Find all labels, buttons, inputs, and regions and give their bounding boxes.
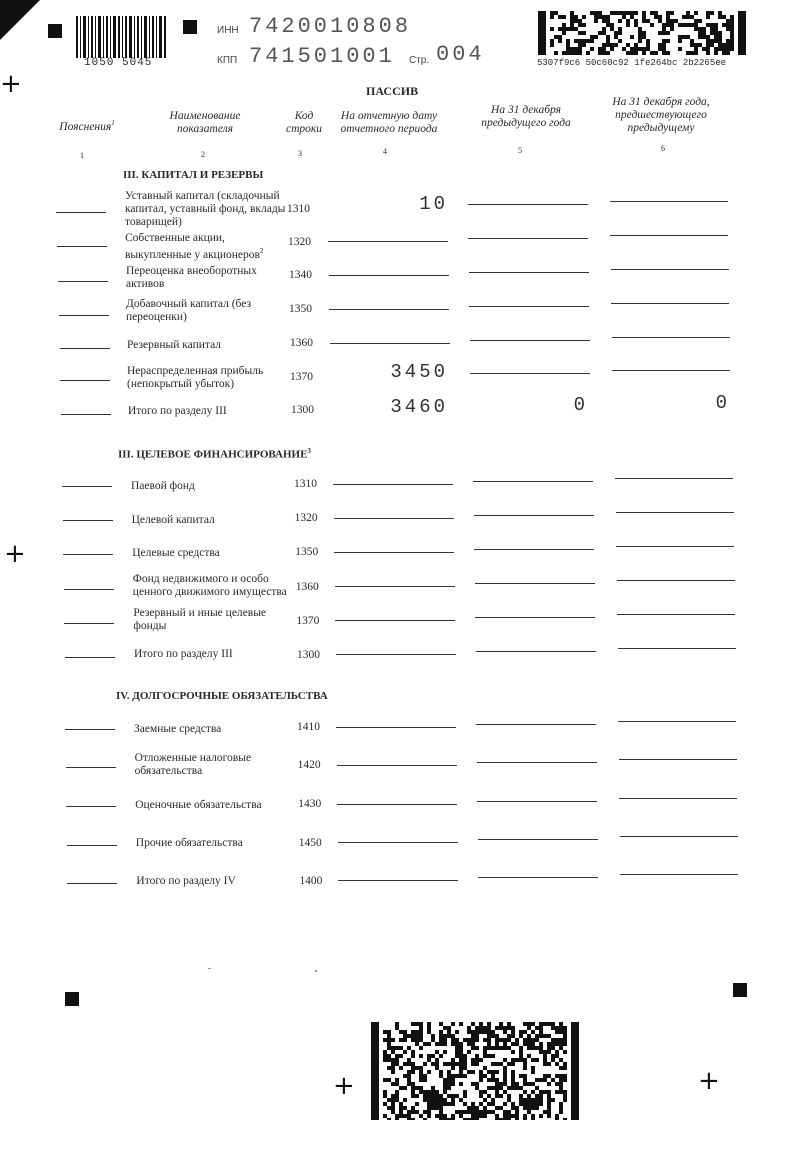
notes-line xyxy=(66,767,116,768)
row-label: Резервный и иные целевые фонды xyxy=(133,607,267,632)
value-current: 10 xyxy=(419,193,448,215)
value-line xyxy=(619,798,737,799)
row-label: Добавочный капитал (без переоценки) xyxy=(126,298,252,323)
value-line xyxy=(468,204,588,205)
value-line xyxy=(336,727,456,728)
crosshair-mark: + xyxy=(4,539,26,569)
row-code: 1350 xyxy=(295,546,319,558)
value-line xyxy=(619,759,737,760)
barcode-number: 1050 5045 xyxy=(84,57,153,69)
value-line xyxy=(328,241,448,242)
notes-line xyxy=(59,315,109,316)
row-label: Прочие обязательства xyxy=(135,837,243,849)
value-line xyxy=(610,235,728,236)
notes-line xyxy=(65,729,115,730)
crosshair-mark: + xyxy=(698,1066,720,1096)
inn-label: ИНН xyxy=(217,25,239,36)
value-line xyxy=(615,478,733,479)
row-label: Заемные средства xyxy=(134,723,222,735)
section-title: IV. ДОЛГОСРОЧНЫЕ ОБЯЗАТЕЛЬСТВА xyxy=(116,690,328,702)
registration-mark xyxy=(65,992,79,1006)
row-code: 1360 xyxy=(295,581,319,593)
row-code: 1340 xyxy=(289,269,312,281)
row-code: 1420 xyxy=(297,759,321,771)
value-line xyxy=(610,201,728,202)
value-line xyxy=(620,874,738,875)
value-line xyxy=(473,481,593,482)
value-line xyxy=(334,552,454,553)
value-line xyxy=(620,836,738,837)
value-line xyxy=(337,804,457,805)
value-line xyxy=(612,337,730,338)
value-line xyxy=(469,306,589,307)
column-number: 1 xyxy=(80,151,84,160)
kpp-value: 741501001 xyxy=(249,44,395,69)
value-line xyxy=(476,724,596,725)
linear-barcode xyxy=(76,16,166,58)
inn-value: 7420010808 xyxy=(249,14,412,39)
value-line xyxy=(338,842,458,843)
scan-corner-fold xyxy=(0,0,40,40)
row-label: Отложенные налоговые обязательства xyxy=(134,752,252,777)
page-number: 004 xyxy=(436,42,485,67)
row-code: 1430 xyxy=(298,798,322,810)
scan-speck xyxy=(208,968,211,969)
value-line xyxy=(475,617,595,618)
notes-line xyxy=(67,845,117,846)
value-line xyxy=(477,762,597,763)
row-label: Оценочные обязательства xyxy=(135,799,262,811)
notes-line xyxy=(64,589,114,590)
value-line xyxy=(469,272,589,273)
notes-line xyxy=(60,380,110,381)
notes-line xyxy=(61,414,111,415)
col-header-current: На отчетную дату отчетного периода xyxy=(340,110,438,135)
row-code: 1310 xyxy=(294,478,317,490)
value-line xyxy=(470,340,590,341)
value-line xyxy=(337,765,457,766)
row-label: Итого по разделу III xyxy=(128,405,227,417)
registration-mark xyxy=(733,983,747,997)
value-line xyxy=(618,648,736,649)
value-line xyxy=(474,515,594,516)
value-line xyxy=(334,518,454,519)
registration-mark xyxy=(183,20,197,34)
value-line xyxy=(617,580,735,581)
value-current: 3460 xyxy=(390,396,448,418)
value-line xyxy=(618,721,736,722)
notes-line xyxy=(57,246,107,247)
value-line xyxy=(617,614,735,615)
row-label: Целевой капитал xyxy=(131,514,215,526)
column-number: 6 xyxy=(661,144,665,153)
crosshair-mark: + xyxy=(0,69,22,99)
datamatrix-barcode xyxy=(538,11,746,55)
row-code: 1360 xyxy=(290,337,313,349)
value-line xyxy=(470,373,590,374)
datamatrix-barcode xyxy=(371,1022,579,1120)
value-line xyxy=(330,343,450,344)
scan-speck xyxy=(315,970,317,972)
row-label: Целевые средства xyxy=(132,547,220,559)
row-label: Резервный капитал xyxy=(127,339,222,351)
row-label: Уставный капитал (складочный капитал, уставный фонд, вклады товарищей) xyxy=(125,190,286,228)
crosshair-mark: + xyxy=(333,1071,355,1101)
column-number: 2 xyxy=(201,150,205,159)
notes-line xyxy=(67,883,117,884)
column-number: 3 xyxy=(298,149,302,158)
column-number: 5 xyxy=(518,146,522,155)
value-line xyxy=(611,269,729,270)
page-title: ПАССИВ xyxy=(366,84,419,98)
row-label: Итого по разделу III xyxy=(134,648,233,660)
value-line xyxy=(475,583,595,584)
row-code: 1350 xyxy=(289,303,312,315)
notes-line xyxy=(60,348,110,349)
notes-line xyxy=(56,212,106,213)
row-label: Переоценка внеоборотных активов xyxy=(126,265,257,290)
col-header-prev-year: На 31 декабря предыдущего года xyxy=(481,104,571,129)
page-label: Стр. xyxy=(409,55,430,66)
value-current: 3450 xyxy=(390,361,448,383)
value-line xyxy=(335,586,455,587)
value-line xyxy=(329,275,449,276)
row-code: 1320 xyxy=(288,236,311,248)
row-label: Итого по разделу IV xyxy=(136,875,236,887)
section-title: III. КАПИТАЛ И РЕЗЕРВЫ xyxy=(123,169,264,181)
notes-line xyxy=(65,657,115,658)
notes-line xyxy=(62,486,112,487)
row-label: Паевой фонд xyxy=(131,480,195,492)
row-label: Фонд недвижимого и особо ценного движимого имущества xyxy=(132,573,287,598)
row-code: 1300 xyxy=(291,404,314,416)
value-line xyxy=(612,370,730,371)
value-line xyxy=(616,546,734,547)
col-header-notes: Пояснения$^1$ xyxy=(59,119,115,133)
column-number: 4 xyxy=(383,147,387,156)
row-label: Собственные акции, выкупленные у акционеров$^2$ xyxy=(125,232,264,261)
value-line xyxy=(468,238,588,239)
row-code: 1410 xyxy=(297,721,320,733)
value-line xyxy=(476,651,596,652)
value-line xyxy=(329,309,449,310)
barcode-hash: 5307f9c6 50c60c92 1fe264bc 2b2265ee xyxy=(537,58,727,68)
value-line xyxy=(616,512,734,513)
row-code: 1450 xyxy=(298,837,322,849)
section-title: III. ЦЕЛЕВОЕ ФИНАНСИРОВАНИЕ$^3$ xyxy=(118,447,311,461)
registration-mark xyxy=(48,24,62,38)
value-line xyxy=(478,877,598,878)
value-line xyxy=(338,880,458,881)
notes-line xyxy=(66,806,116,807)
col-header-indicator: Наименование показателя xyxy=(169,110,241,135)
row-code: 1310 xyxy=(287,203,310,215)
notes-line xyxy=(64,623,114,624)
value-line xyxy=(611,303,729,304)
value-line xyxy=(333,484,453,485)
value-line xyxy=(336,654,456,655)
notes-line xyxy=(63,520,113,521)
value-line xyxy=(477,801,597,802)
col-header-code: Код строки xyxy=(285,110,323,135)
value-prev-prev-year: 0 xyxy=(715,392,730,414)
notes-line xyxy=(63,554,113,555)
value-line xyxy=(474,549,594,550)
col-header-prev-prev-year: На 31 декабря года, предшествующего предыдущему xyxy=(612,96,710,134)
row-code: 1400 xyxy=(299,875,323,887)
row-code: 1300 xyxy=(297,649,320,661)
value-line xyxy=(335,620,455,621)
row-code: 1320 xyxy=(294,512,318,524)
value-prev-year: 0 xyxy=(573,394,588,416)
notes-line xyxy=(58,281,108,282)
row-code: 1370 xyxy=(290,371,313,383)
value-line xyxy=(478,839,598,840)
row-code: 1370 xyxy=(296,615,320,627)
kpp-label: КПП xyxy=(217,55,238,66)
row-label: Нераспределенная прибыль (непокрытый убыток) xyxy=(127,365,264,390)
